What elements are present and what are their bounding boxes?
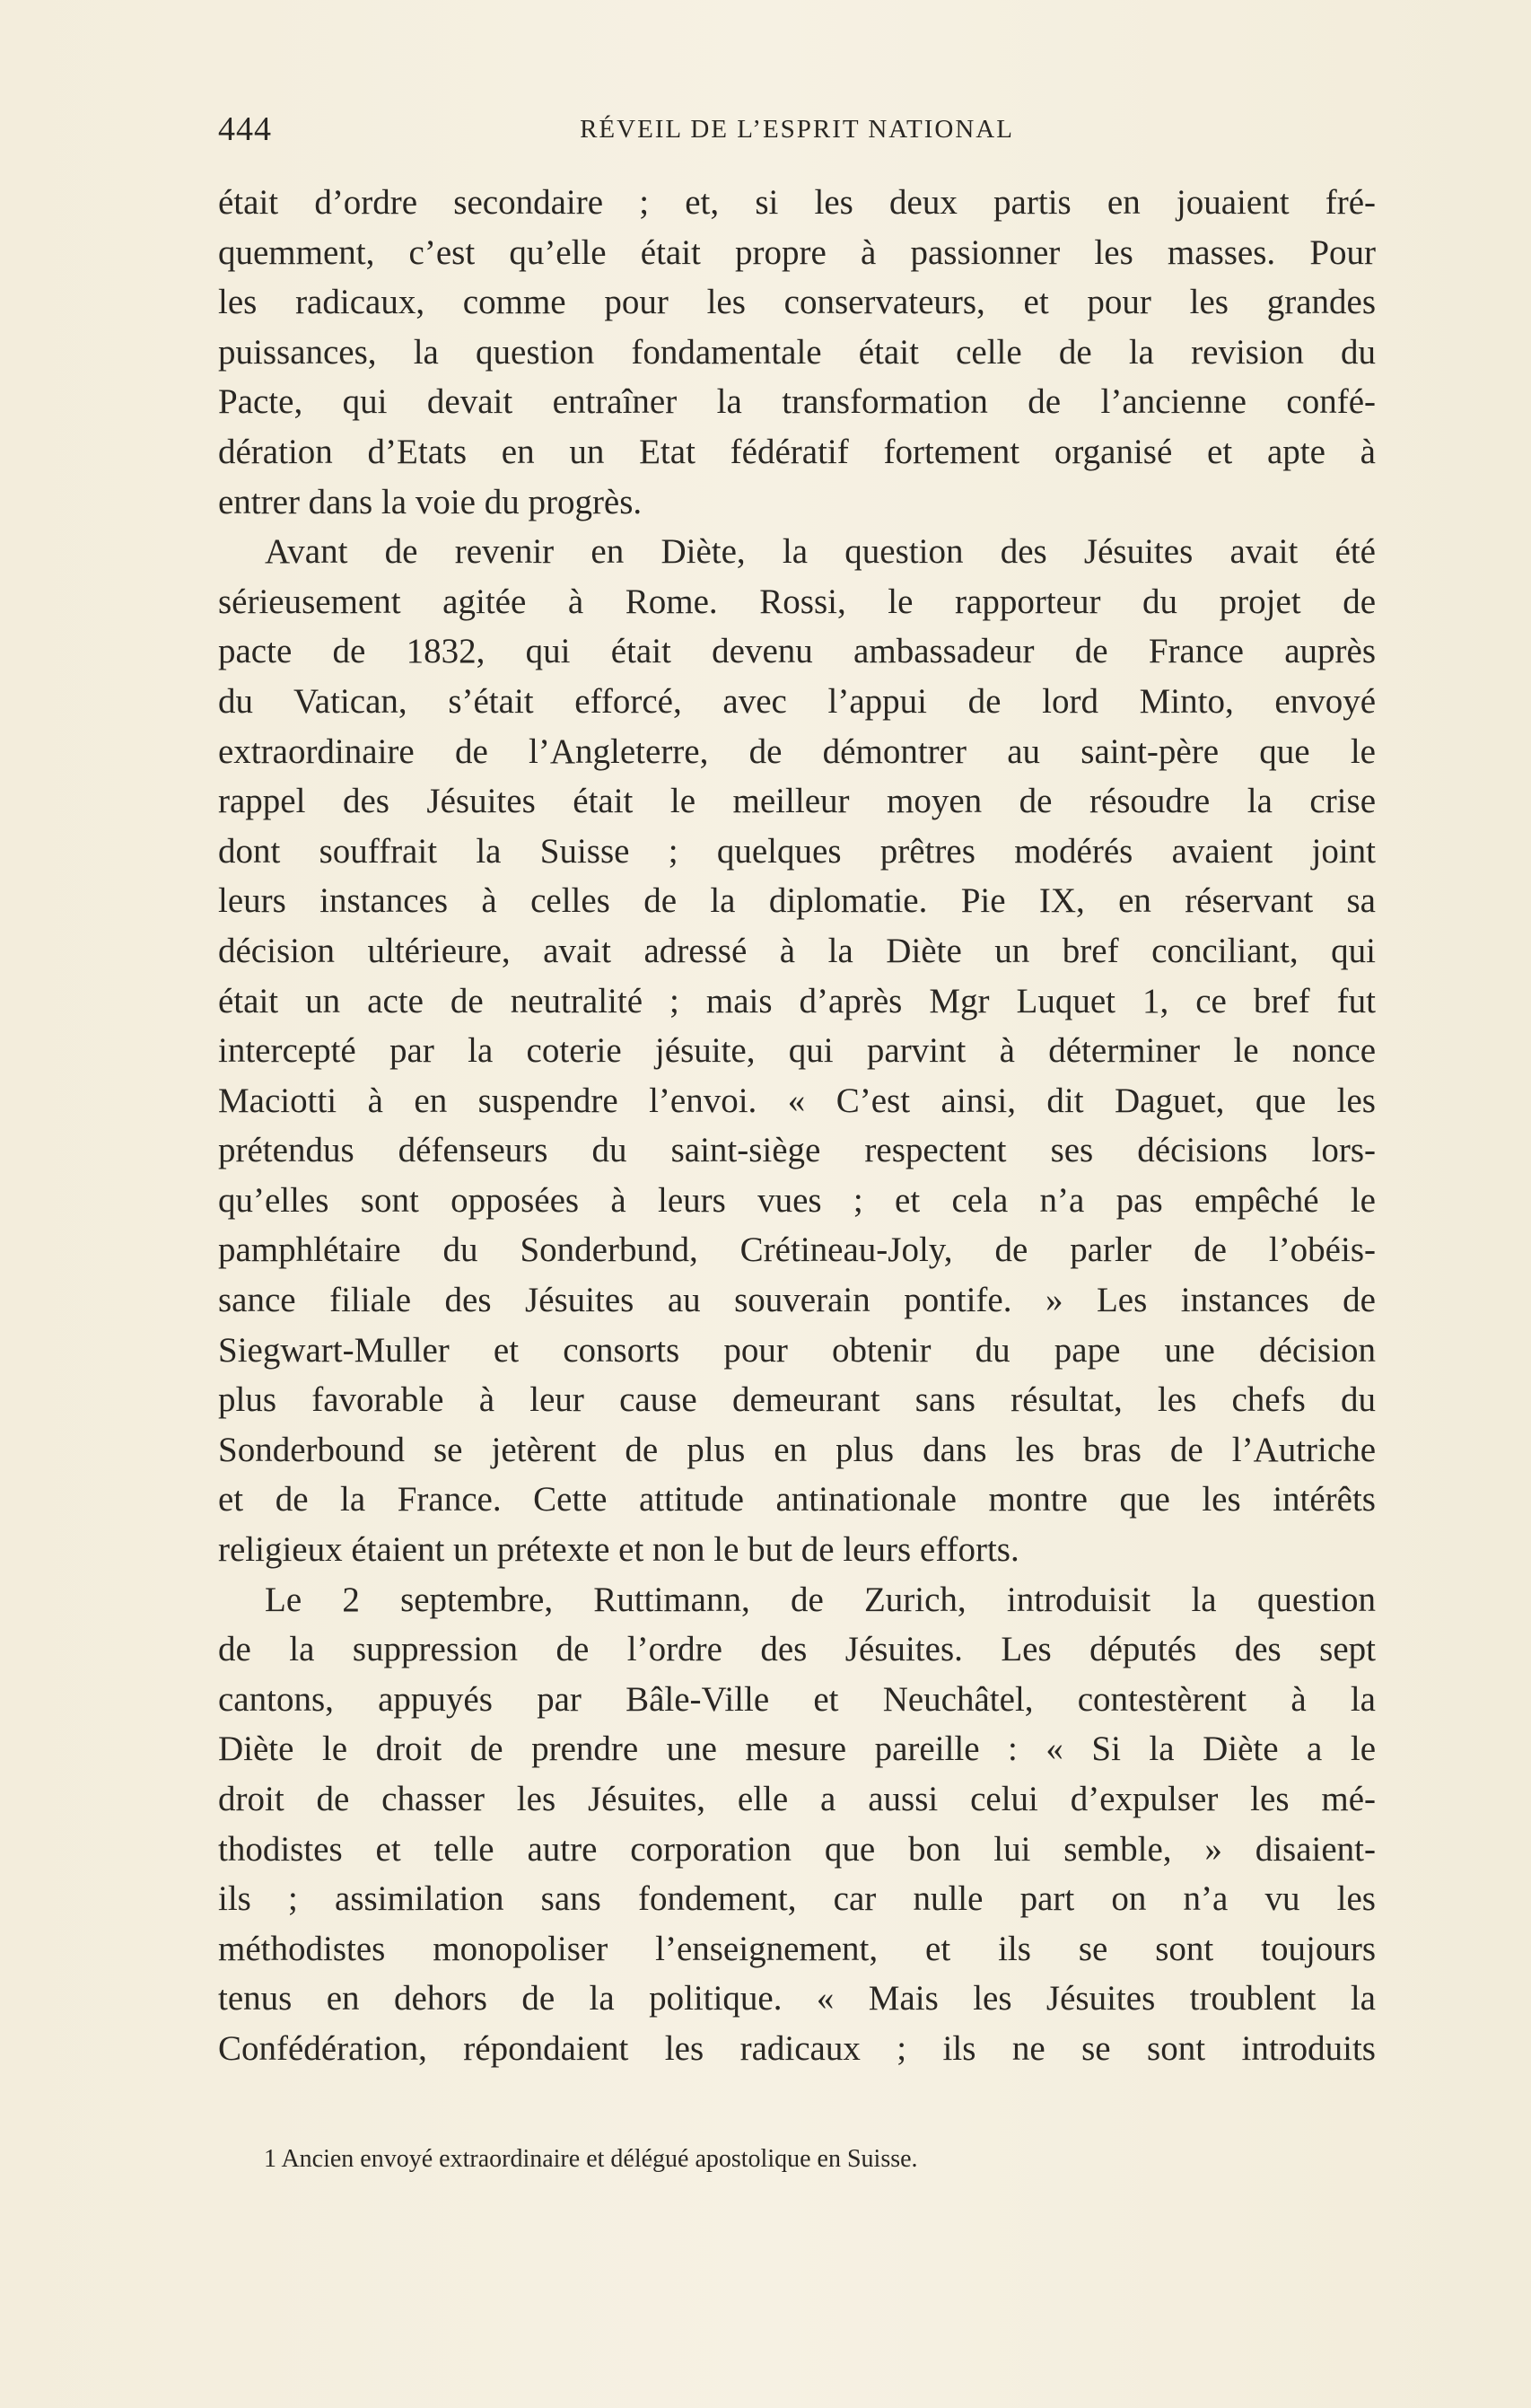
text-line: Le 2 septembre, Ruttimann, de Zurich, introduisit la question <box>265 1580 1376 1619</box>
text-line: qu’elles sont opposées à leurs vues ; et cela n’a pas empêché le <box>218 1180 1376 1220</box>
text-line: du Vatican, s’était efforcé, avec l’appui de lord Minto, envoyé <box>218 681 1376 721</box>
text-line: extraordinaire de l’Angleterre, de démontrer au saint-père que le <box>218 731 1376 771</box>
text-line: ils ; assimilation sans fondement, car nulle part on n’a vu les <box>218 1879 1376 1919</box>
text-line: méthodistes monopoliser l’enseignement, et ils se sont toujours <box>218 1929 1376 1968</box>
text-line: décision ultérieure, avait adressé à la Diète un bref conciliant, qui <box>218 931 1376 970</box>
text-line: Pacte, qui devait entraîner la transformation de l’ancienne confé- <box>218 382 1376 422</box>
page-number: 444 <box>218 110 272 148</box>
text-line: et de la France. Cette attitude antinationale montre que les intérêts <box>218 1480 1376 1519</box>
body-text <box>218 178 1376 2074</box>
text-line: les radicaux, comme pour les conservateurs, et pour les grandes <box>218 283 1376 322</box>
text-line: prétendus défenseurs du saint-siège respectent ses décisions lors- <box>218 1131 1376 1170</box>
text-line: pamphlétaire du Sonderbund, Crétineau-Joly, de parler de l’obéis- <box>218 1230 1376 1270</box>
running-head: RÉVEIL DE L’ESPRIT NATIONAL <box>580 115 1014 144</box>
text-line: Siegwart-Muller et consorts pour obtenir du pape une décision <box>218 1330 1376 1370</box>
text-line: leurs instances à celles de la diplomatie. Pie IX, en réservant sa <box>218 881 1376 921</box>
text-line: intercepté par la coterie jésuite, qui parvint à déterminer le nonce <box>218 1031 1376 1071</box>
text-line: droit de chasser les Jésuites, elle a aussi celui d’expulser les mé- <box>218 1780 1376 1818</box>
text-line: Maciotti à en suspendre l’envoi. « C’est ainsi, dit Daguet, que les <box>218 1081 1376 1120</box>
text-line: Diète le droit de prendre une mesure pareille : « Si la Diète a le <box>218 1729 1376 1769</box>
text-line: plus favorable à leur cause demeurant sans résultat, les chefs du <box>218 1380 1376 1420</box>
text-line: Confédération, répondaient les radicaux ; ils ne se sont introduits <box>218 2028 1376 2068</box>
text-line: sance filiale des Jésuites au souverain pontife. » Les instances de <box>218 1281 1376 1320</box>
text-line: Sonderbound se jetèrent de plus en plus dans les bras de l’Autriche <box>218 1430 1376 1469</box>
text-line: tenus en dehors de la politique. « Mais les Jésuites troublent la <box>218 1979 1376 2018</box>
text-line: dont souffrait la Suisse ; quelques prêtres modérés avaient joint <box>218 831 1376 871</box>
text-line: pacte de 1832, qui était devenu ambassadeur de France auprès <box>218 632 1376 671</box>
text-line: Avant de revenir en Diète, la question des Jésuites avait été <box>265 532 1376 572</box>
text-line: sérieusement agitée à Rome. Rossi, le rapporteur du projet de <box>218 582 1376 621</box>
text-line: puissances, la question fondamentale était celle de la revision du <box>218 332 1376 372</box>
text-line: rappel des Jésuites était le meilleur moyen de résoudre la crise <box>218 782 1376 821</box>
text-line: de la suppression de l’ordre des Jésuites. Les députés des sept <box>218 1630 1376 1669</box>
footnote: 1 Ancien envoyé extraordinaire et délégué apostolique en Suisse. <box>264 2145 918 2173</box>
text-line: cantons, appuyés par Bâle-Ville et Neuchâtel, contestèrent à la <box>218 1679 1376 1719</box>
text-line: entrer dans la voie du progrès. <box>218 482 643 521</box>
text-line: quemment, c’est qu’elle était propre à passionner les masses. Pour <box>218 232 1376 272</box>
text-line: était un acte de neutralité ; mais d’après Mgr Luquet 1, ce bref fut <box>218 981 1376 1020</box>
text-line: dération d’Etats en un Etat fédératif fortement organisé et apte à <box>218 432 1376 471</box>
text-line: religieux étaient un prétexte et non le but de leurs efforts. <box>218 1530 1019 1570</box>
text-line: était d’ordre secondaire ; et, si les deux partis en jouaient fré- <box>218 183 1376 222</box>
text-line: thodistes et telle autre corporation que bon lui semble, » disaient- <box>218 1829 1376 1869</box>
page-header <box>218 109 1376 154</box>
